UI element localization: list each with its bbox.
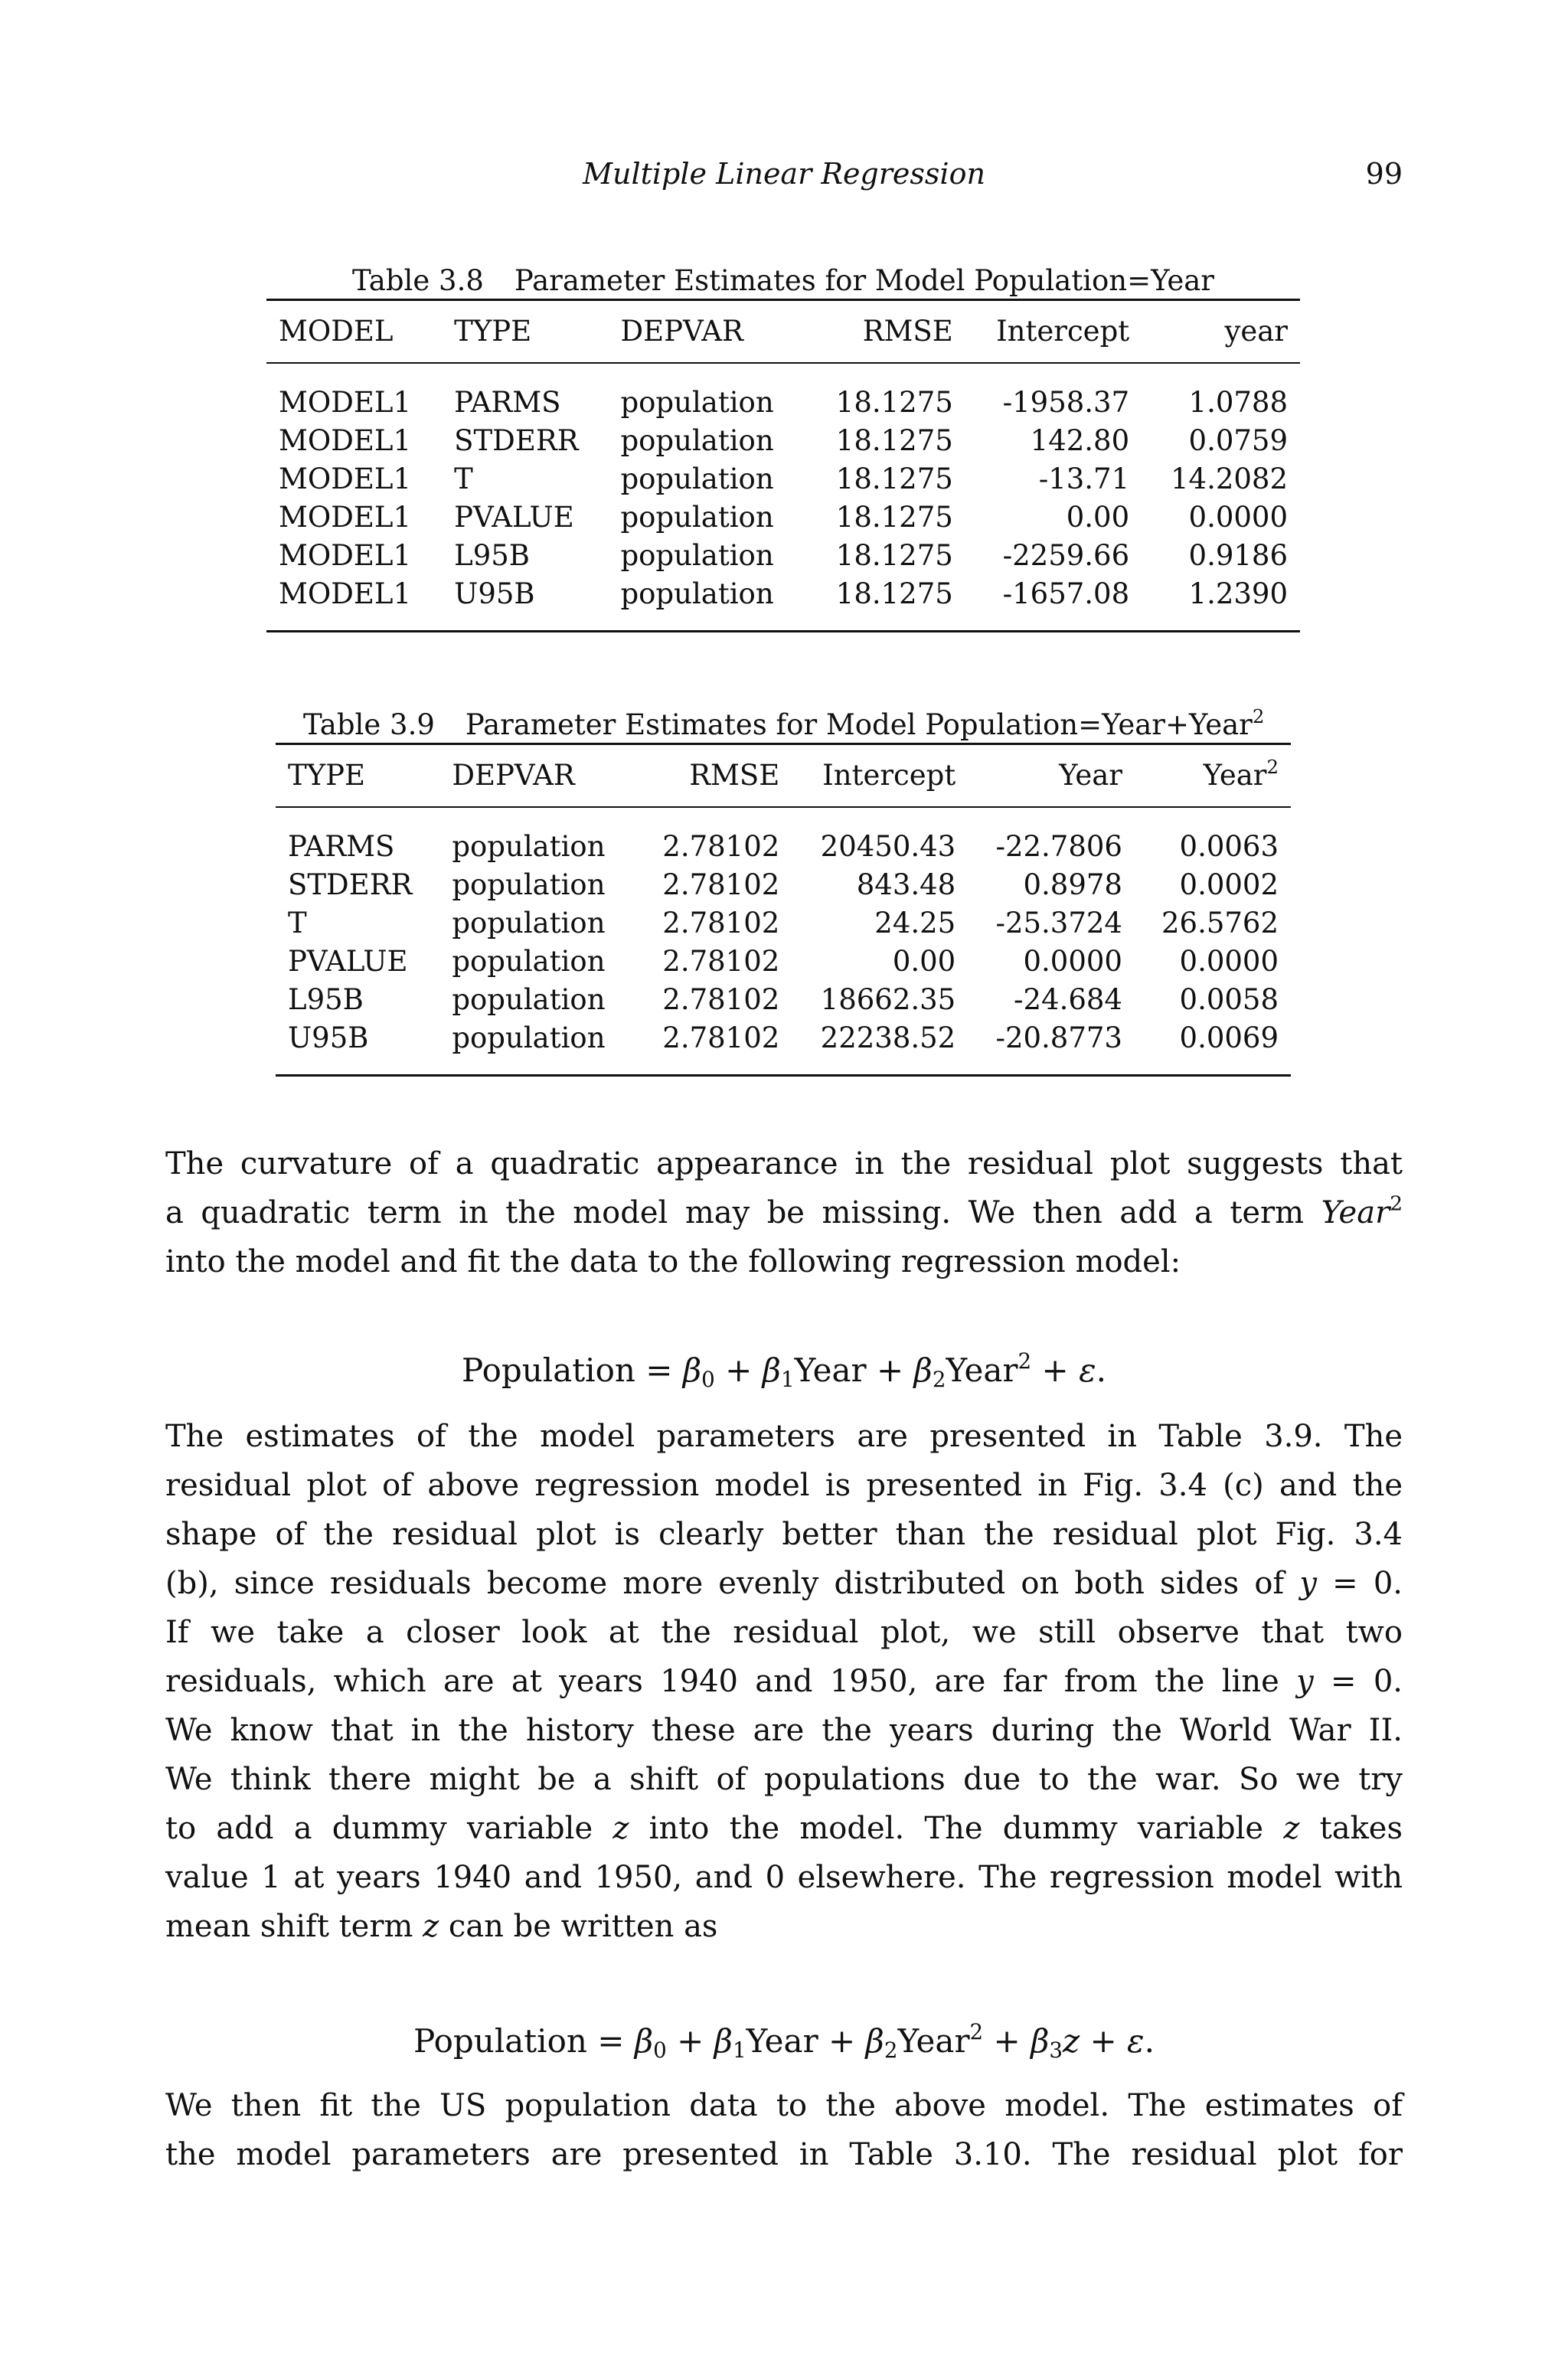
table-3-8-col-year: year — [1142, 300, 1300, 364]
table-3-9-header-row — [276, 744, 1291, 808]
text-line: mean shift term z can be written as — [165, 1909, 718, 1944]
table-cell: population — [452, 945, 606, 978]
table-3-9-col-depvar: DEPVAR — [439, 744, 635, 808]
table-cell: population — [439, 1019, 635, 1076]
table-cell: MODEL1 — [279, 386, 412, 419]
table-cell: T — [288, 907, 307, 940]
table-3-9-caption — [303, 706, 1264, 744]
text-line: to add a dummy variable z into the model. The dummy variable z takes — [165, 1811, 1403, 1846]
table-cell: population — [620, 462, 774, 495]
table-cell: L95B — [288, 983, 364, 1016]
table-cell: population — [620, 539, 774, 572]
table-cell: 2.78102 — [662, 945, 780, 978]
table-cell: population — [620, 501, 774, 534]
table-3-8-col-rmse: RMSE — [807, 300, 965, 364]
table-cell: 18.1275 — [835, 424, 953, 457]
table-row — [276, 981, 1291, 1019]
table-3-8-col-type: TYPE — [442, 300, 608, 364]
table-cell: PARMS — [288, 830, 395, 863]
table-cell: U95B — [442, 575, 608, 632]
table-cell: population — [452, 868, 606, 901]
table-cell: 1.2390 — [1142, 575, 1300, 632]
table-cell: PVALUE — [454, 501, 574, 534]
table-cell: 0.00 — [1066, 501, 1130, 534]
table-3-9-col-year-squared-label: Year — [1203, 759, 1267, 792]
table-cell: -13.71 — [1038, 462, 1130, 495]
table-cell: population — [620, 424, 774, 457]
table-3-9-col-type: TYPE — [276, 744, 439, 808]
table-cell: 0.0069 — [1135, 1019, 1291, 1076]
table-cell: 0.0000 — [1023, 945, 1122, 978]
table-cell: T — [454, 462, 473, 495]
table-cell: PVALUE — [288, 945, 408, 978]
equation-2 — [0, 2017, 1568, 2066]
table-3-8-title: Parameter Estimates for Model Population=Year — [514, 264, 1214, 297]
math-exponent: 2 — [1390, 1191, 1403, 1216]
text-line: We know that in the history these are the years during the World War II. — [165, 1713, 1403, 1748]
text-line: We then fit the US population data to the above model. The estimates of — [165, 2088, 1403, 2123]
table-cell: 843.48 — [856, 868, 956, 901]
table-cell: -1657.08 — [965, 575, 1142, 632]
paragraph-1 — [165, 1139, 1403, 1286]
table-cell: 18.1275 — [835, 462, 953, 495]
equation-1-text: Population = $\beta_0$ + $\beta_1Year$ + $\beta_2Year^2 + \varepsilon$. — [462, 1348, 1106, 1392]
paragraph-2 — [165, 1412, 1403, 1951]
table-cell: 0.0759 — [1188, 424, 1288, 457]
table-3-8 — [266, 299, 1300, 632]
table-3-9-col-intercept: Intercept — [792, 744, 968, 808]
equation-2-text: Population = $\beta_0$ + $\beta_1Year$ + $\beta_2Year^2 + \beta_3z + \varepsilon$. — [413, 2018, 1155, 2063]
table-3-9-title-exponent: 2 — [1252, 704, 1265, 727]
text-line: residuals, which are at years 1940 and 1950, are far from the line y = 0. — [165, 1664, 1403, 1699]
math-term: Year — [1321, 1195, 1390, 1230]
table-cell: 2.78102 — [635, 1019, 792, 1076]
table-cell: population — [620, 386, 774, 419]
table-row — [276, 866, 1291, 904]
table-cell: PARMS — [454, 386, 561, 419]
table-cell: 18.1275 — [835, 501, 953, 534]
text-line — [165, 1188, 1403, 1237]
table-row — [266, 422, 1300, 460]
text-line: The curvature of a quadratic appearance in the residual plot suggests that — [165, 1146, 1403, 1181]
table-cell: 2.78102 — [662, 830, 780, 863]
table-row — [276, 807, 1291, 866]
table-row — [266, 363, 1300, 422]
table-cell: MODEL1 — [279, 462, 412, 495]
table-row — [276, 904, 1291, 943]
table-3-8-label: Table 3.8 — [352, 264, 484, 297]
text-line: the model parameters are presented in Table 3.10. The residual plot for — [165, 2137, 1403, 2172]
table-cell: 18.1275 — [807, 575, 965, 632]
table-cell: 2.78102 — [662, 907, 780, 940]
table-cell: 0.9186 — [1188, 539, 1288, 572]
table-cell: MODEL1 — [279, 501, 412, 534]
page-number: 99 — [1365, 157, 1403, 191]
table-3-8-col-model: MODEL — [266, 300, 442, 364]
table-cell: 26.5762 — [1161, 907, 1279, 940]
table-row — [266, 537, 1300, 575]
table-3-9-col-exponent: 2 — [1266, 755, 1279, 778]
table-row — [266, 460, 1300, 498]
table-3-9 — [276, 743, 1291, 1077]
table-cell: 2.78102 — [662, 868, 780, 901]
table-3-9-col-rmse: RMSE — [635, 744, 792, 808]
table-cell: 0.0000 — [1179, 945, 1279, 978]
table-cell: 1.0788 — [1188, 386, 1288, 419]
table-cell: 18.1275 — [835, 539, 953, 572]
table-cell: MODEL1 — [279, 539, 412, 572]
table-cell: -22.7806 — [995, 830, 1122, 863]
table-cell: 0.00 — [892, 945, 956, 978]
table-3-9-title: Parameter Estimates for Model Population=Year+Year — [465, 708, 1253, 741]
table-3-9-label: Table 3.9 — [303, 708, 435, 741]
table-cell: 18662.35 — [820, 983, 956, 1016]
table-row — [276, 1019, 1291, 1076]
table-3-8-col-depvar: DEPVAR — [608, 300, 807, 364]
table-3-8-header-row — [266, 300, 1300, 364]
table-3-9-col-year-squared — [1135, 744, 1291, 808]
table-cell: population — [452, 983, 606, 1016]
table-cell: population — [452, 907, 606, 940]
table-row — [266, 498, 1300, 537]
table-cell: 0.0000 — [1188, 501, 1288, 534]
table-cell: population — [608, 575, 807, 632]
table-cell: 22238.52 — [792, 1019, 968, 1076]
table-cell: 24.25 — [874, 907, 956, 940]
table-cell: 0.0058 — [1179, 983, 1279, 1016]
table-cell: 14.2082 — [1170, 462, 1288, 495]
table-cell: 2.78102 — [662, 983, 780, 1016]
table-cell: 18.1275 — [835, 386, 953, 419]
table-row — [266, 575, 1300, 632]
table-cell: -25.3724 — [995, 907, 1122, 940]
text-line: residual plot of above regression model is presented in Fig. 3.4 (c) and the — [165, 1468, 1403, 1503]
table-cell: 0.0002 — [1179, 868, 1279, 901]
table-3-8-col-intercept: Intercept — [965, 300, 1142, 364]
table-cell: STDERR — [288, 868, 413, 901]
text-line: into the model and fit the data to the following regression model: — [165, 1244, 1181, 1279]
text-fragment: a quadratic term in the model may be missing. We then add a term — [165, 1195, 1305, 1230]
text-line: The estimates of the model parameters are presented in Table 3.9. The — [165, 1419, 1403, 1454]
table-row — [276, 943, 1291, 981]
text-line: value 1 at years 1940 and 1950, and 0 elsewhere. The regression model with — [165, 1860, 1403, 1895]
table-cell: MODEL1 — [266, 575, 442, 632]
table-cell: -2259.66 — [1002, 539, 1130, 572]
table-cell: 0.0063 — [1179, 830, 1279, 863]
paragraph-3 — [165, 2081, 1403, 2179]
text-line: (b), since residuals become more evenly distributed on both sides of y = 0. — [165, 1566, 1403, 1601]
table-cell: STDERR — [454, 424, 579, 457]
table-cell: 20450.43 — [820, 830, 956, 863]
table-cell: L95B — [454, 539, 530, 572]
table-cell: population — [452, 830, 606, 863]
equation-1 — [0, 1346, 1568, 1395]
text-line: shape of the residual plot is clearly better than the residual plot Fig. 3.4 — [165, 1517, 1403, 1552]
text-line: We think there might be a shift of populations due to the war. So we try — [165, 1762, 1403, 1797]
table-cell: -20.8773 — [968, 1019, 1135, 1076]
table-3-8-caption — [352, 262, 1214, 300]
table-cell: U95B — [276, 1019, 439, 1076]
table-cell: MODEL1 — [279, 424, 412, 457]
running-title: Multiple Linear Regression — [583, 157, 985, 191]
table-cell: 0.8978 — [1023, 868, 1122, 901]
table-cell: 142.80 — [1030, 424, 1130, 457]
table-cell: -1958.37 — [1002, 386, 1130, 419]
text-line: If we take a closer look at the residual plot, we still observe that two — [165, 1615, 1403, 1650]
table-3-9-col-year: Year — [968, 744, 1135, 808]
table-cell: -24.684 — [1014, 983, 1122, 1016]
